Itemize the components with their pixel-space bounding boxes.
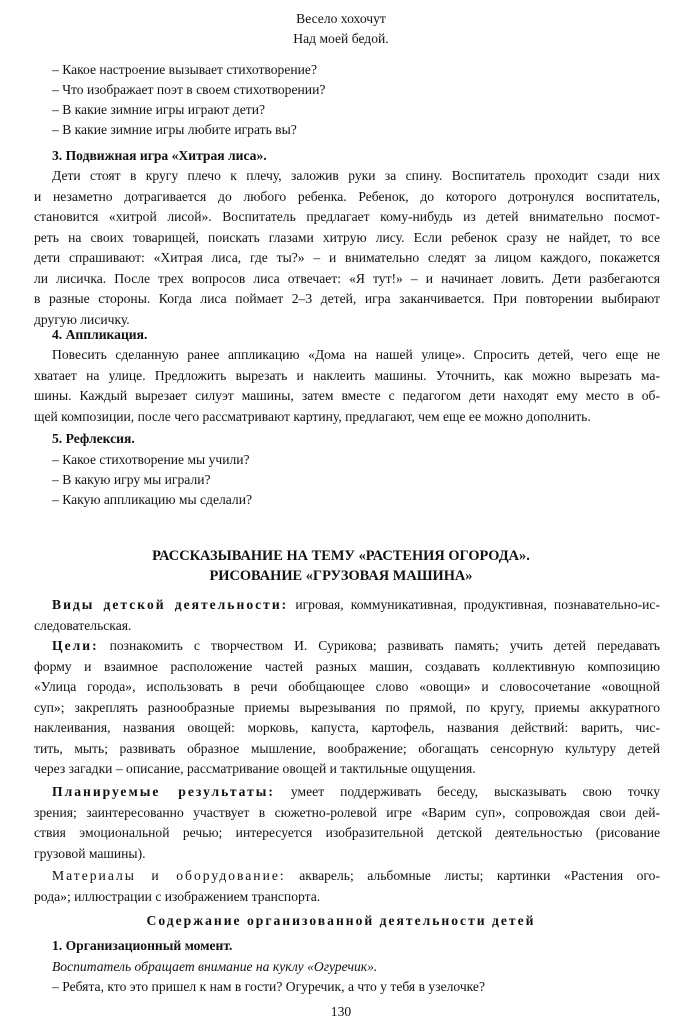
- paragraph-line: [34, 782, 660, 803]
- lesson-title-line-1: РАССКАЗЫВАНИЕ НА ТЕМУ «РАСТЕНИЯ ОГОРОДА».: [152, 548, 530, 564]
- paragraph-line: ли лисичка. После трех вопросов лиса отвечает: «Я тут!» – и начинает ловить. Дети разбегаются: [34, 270, 660, 286]
- poem-line-2: Над моей бедой.: [293, 31, 389, 46]
- goals-paragraph: [34, 636, 660, 780]
- paragraph-line: суп»; закреплять разнообразные приемы вырезывания по прямой, по кругу, приемы аккуратного: [34, 699, 660, 715]
- paragraph-line: дети спрашивают: «Хитрая лиса, где ты?» – и внимательно следят за лицом каждого, покажется: [34, 250, 660, 265]
- materials-label: Материалы и оборудование:: [52, 868, 286, 883]
- paragraph-line: в разные стороны. Когда лиса поймает 2–3 детей, игра заканчивается. При повторении выбирают: [34, 291, 660, 306]
- paragraph-line: ствия эмоциональной речью; интересуется изобразительной детской деятельностью (рисование: [34, 825, 660, 840]
- results-text: умеет поддерживать беседу, высказывать свою точку: [274, 784, 660, 799]
- activities-text: игровая, коммуникативная, продуктивная, познавательно-ис-: [288, 597, 660, 612]
- section-5-heading: 5. Рефлексия.: [52, 431, 135, 446]
- paragraph-line: следовательская.: [34, 617, 132, 633]
- org-moment-line: – Ребята, кто это пришел к нам в гости? Огуречик, а что у тебя в узелочке?: [52, 979, 485, 994]
- paragraph-line: реть на своих товарищей, поискать глазами хитрую лису. Если ребенок сразу не найдет, то все: [34, 229, 660, 245]
- question-3: – В какие зимние игры играют дети?: [52, 102, 266, 117]
- paragraph-line: и незаметно дотрагивается до любого ребенка. Ребенок, до которого дотронулся воспитатель,: [34, 188, 660, 204]
- results-label: Планируемые результаты:: [52, 784, 275, 799]
- goals-label: Цели:: [52, 638, 99, 653]
- reflection-question-1: – Какое стихотворение мы учили?: [52, 452, 250, 467]
- paragraph-line: Повесить сделанную ранее аппликацию «Дома на нашей улице». Спросить детей, чего еще не: [52, 347, 660, 362]
- activities-paragraph: [34, 595, 660, 636]
- activities-label: Виды детской деятельности:: [52, 597, 289, 612]
- poem-line-1: Весело хохочут: [296, 11, 386, 26]
- paragraph-line: [34, 636, 660, 657]
- paragraph-line: хватает на улице. Предложить вырезать и наклеить машины. Уточнить, как можно вырезать ма-: [34, 367, 660, 383]
- paragraph-line: шины. Каждый вырезает силуэт машины, затем вместе с педагогом дети находят ему место в об-: [34, 388, 660, 403]
- lesson-title-line-2: РИСОВАНИЕ «ГРУЗОВАЯ МАШИНА»: [209, 568, 473, 584]
- paragraph-line: форму и взаимное расположение частей разных машин, создавать коллективную композицию: [34, 658, 660, 674]
- paragraph-line: Дети стоят в кругу плечо к плечу, заложив руки за спину. Воспитатель проходит сзади них: [52, 168, 660, 183]
- paragraph-line: другую лисичку.: [34, 311, 130, 327]
- section-4-paragraph: [34, 345, 660, 427]
- paragraph-line: становится «хитрой лисой». Воспитатель предлагает кому-нибудь из детей внимательно посмот-: [34, 209, 660, 224]
- org-moment-italic: Воспитатель обращает внимание на куклу «Огуречик».: [52, 959, 378, 974]
- paragraph-line: наклеивания, названия овощей: морковь, капуста, картофель, названия действий: варить, чис-: [34, 720, 660, 735]
- section-4-heading: 4. Аппликация.: [52, 327, 148, 342]
- paragraph-line: через загадки – описание, рассматривание овощей и тактильные ощущения.: [34, 761, 476, 776]
- section-3-paragraph: [34, 166, 660, 330]
- section-3-heading: 3. Подвижная игра «Хитрая лиса».: [52, 148, 267, 163]
- paragraph-line: [34, 595, 660, 616]
- paragraph-line: грузовой машины).: [34, 845, 146, 861]
- content-heading: Содержание организованной деятельности детей: [146, 913, 536, 928]
- paragraph-line: [34, 866, 660, 887]
- question-2: – Что изображает поэт в своем стихотворении?: [52, 82, 326, 97]
- results-paragraph: [34, 782, 660, 864]
- reflection-question-2: – В какую игру мы играли?: [52, 472, 211, 487]
- paragraph-line: тить, мыть; развивать образное мышление, воображение; обогащать сенсорную культуру детей: [34, 740, 660, 756]
- paragraph-line: «Улица города», использовать в речи обобщающее слово «овощи» и словосочетание «овощной: [34, 679, 660, 694]
- paragraph-line: зрения; заинтересованно участвует в сюжетно-ролевой игре «Варим суп», сопровождая свои дей-: [34, 804, 660, 820]
- goals-text: познакомить с творчеством И. Сурикова; развивать память; учить детей передавать: [98, 638, 660, 653]
- paragraph-line: щей композиции, после чего рассматривают картину, предлагают, чем еще ее можно дополнить.: [34, 408, 591, 424]
- materials-paragraph: [34, 866, 660, 907]
- paragraph-line: рода»; иллюстрации с изображением транспорта.: [34, 888, 321, 904]
- page-number: 130: [330, 1004, 352, 1019]
- question-1: – Какое настроение вызывает стихотворение?: [52, 62, 318, 77]
- question-4: – В какие зимние игры любите играть вы?: [52, 122, 297, 137]
- reflection-question-3: – Какую аппликацию мы сделали?: [52, 492, 253, 507]
- materials-text: акварель; альбомные листы; картинки «Растения ого-: [285, 868, 660, 883]
- org-moment-heading: 1. Организационный момент.: [52, 938, 233, 953]
